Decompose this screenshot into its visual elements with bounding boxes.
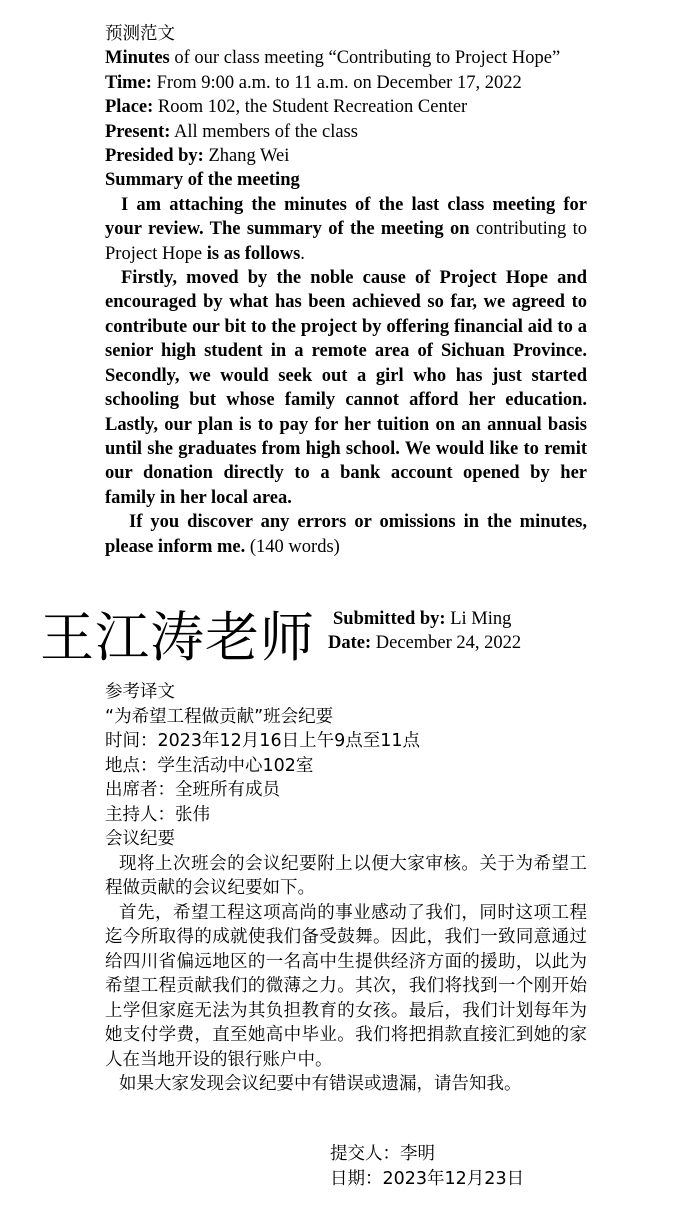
translation-date: 日期：2023年12月23日 [330, 1168, 525, 1189]
para1-plain: contributing to Project Hope [105, 219, 587, 264]
translation-place: 地点：学生活动中心102室 [105, 755, 314, 776]
translation-presided: 主持人：张伟 [105, 804, 210, 825]
chinese-signoff [330, 1142, 524, 1191]
minutes-title-rest: of our class meeting “Contributing to Project Hope” [169, 48, 561, 69]
date-line [328, 631, 521, 655]
place-line [105, 95, 587, 119]
para1-end: . [300, 243, 305, 264]
english-minutes [105, 22, 587, 559]
teacher-name-watermark: 王江涛老师 [40, 606, 315, 669]
place-value: Room 102, the Student Recreation Center [153, 97, 468, 118]
summary-heading: Summary of the meeting [105, 170, 300, 191]
time-label: Time: [105, 72, 152, 93]
para3-bold: If you discover any errors or omissions in the minutes, please inform me. [105, 512, 587, 557]
present-label: Present: [105, 121, 171, 142]
presided-value: Zhang Wei [203, 146, 290, 167]
time-line [105, 71, 587, 95]
translation-paragraph-1: 现将上次班会的会议纪要附上以便大家审核。关于为希望工程做贡献的会议纪要如下。 [105, 853, 587, 898]
translation-paragraph-2: 首先，希望工程这项高尚的事业感动了我们，同时这项工程迄今所取得的成就使我们备受鼓舞。因此，我们一致同意通过给四川省偏远地区的一名高中生提供经济方面的援助，以此为希望工程贡献我们的微薄之力。其次，我们将找到一个刚开始上学但家庭无法为其负担教育的女孩。最后，我们计划每年为她支付学费，直至她高中毕业。我们将把捐款直接汇到她的家人在当地开设的银行账户中。 [105, 902, 587, 1070]
translation-title: “为希望工程做贡献”班会纪要 [105, 706, 334, 727]
date-value: December 24, 2022 [371, 633, 522, 654]
translation-summary-heading: 会议纪要 [105, 829, 175, 849]
minutes-title-label: Minutes [105, 48, 170, 69]
para1-bold-end: is as follows [202, 243, 301, 264]
translation-heading: 参考译文 [105, 682, 175, 702]
presided-label: Presided by: [105, 146, 204, 167]
chinese-translation [105, 680, 587, 1097]
word-count: (140 words) [245, 536, 340, 557]
translation-paragraph-3: 如果大家发现会议纪要中有错误或遗漏，请告知我。 [119, 1074, 522, 1094]
summary-paragraph-3 [105, 510, 587, 559]
sample-essay-heading: 预测范文 [105, 24, 175, 44]
para1-bold: I am attaching the minutes of the last class meeting for your review. The summary of the meeting on [105, 194, 587, 240]
time-value: From 9:00 a.m. to 11 a.m. on December 17, 2022 [151, 72, 522, 93]
summary-paragraph-1 [105, 193, 587, 266]
english-signoff [328, 607, 521, 656]
summary-paragraph-2: Firstly, moved by the noble cause of Project Hope and encouraged by what has been achieved so far, we agreed to contribute our bit to the project by offering financial aid to a senior high student in a remote area of Sichuan Province. Secondly, we would seek out a girl who has just started schooling but whose family cannot afford her education. Lastly, our plan is to pay for her tuition on an annual basis until she graduates from high school. We would like to remit our donation directly to a bank account opened by her family in her local area. [105, 268, 587, 508]
submitted-value: Li Ming [445, 609, 512, 629]
present-line [105, 120, 587, 144]
submitted-label: Submitted by: [333, 609, 446, 629]
translation-submitted: 提交人：李明 [330, 1144, 435, 1164]
minutes-title [105, 46, 587, 70]
present-value: All members of the class [170, 121, 358, 142]
place-label: Place: [105, 97, 154, 118]
translation-time: 时间：2023年12月16日上午9点至11点 [105, 731, 420, 751]
presided-line [105, 144, 587, 168]
date-label: Date: [328, 633, 372, 654]
translation-present: 出席者：全班所有成员 [105, 780, 280, 800]
submitted-line [328, 607, 521, 631]
